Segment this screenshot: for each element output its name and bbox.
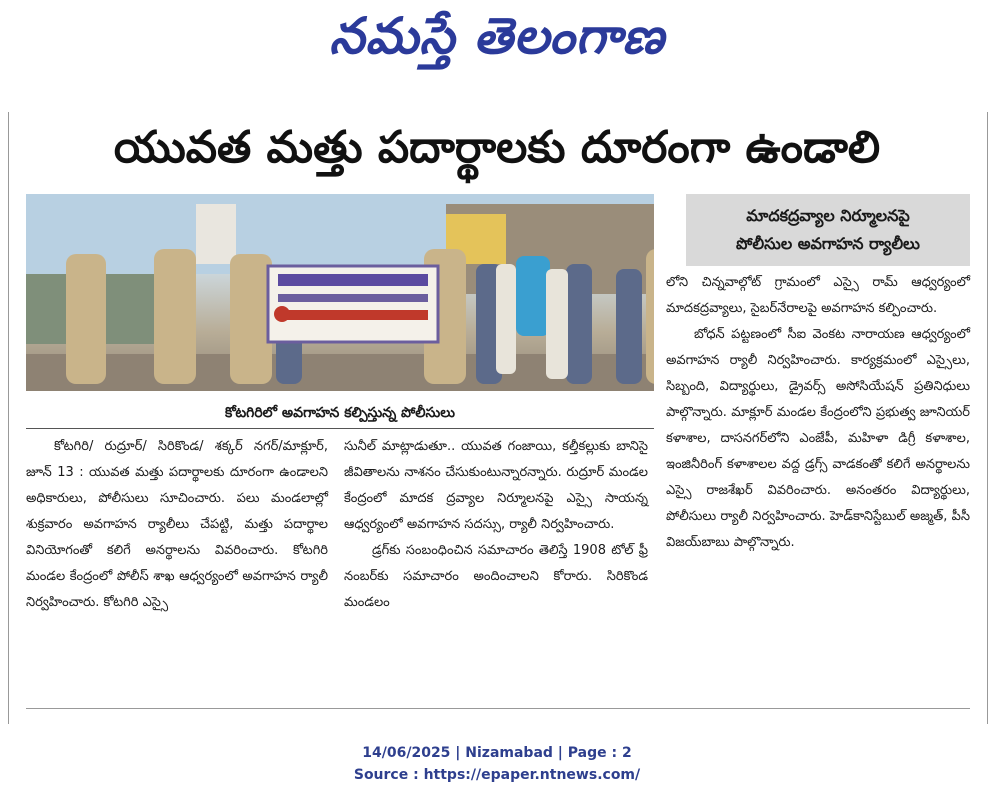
masthead-text: నమస్తే తెలంగాణ xyxy=(329,6,665,65)
sidebar-heading-line1: మాదకద్రవ్యాల నిర్మూలనపై xyxy=(746,206,910,225)
sidebar-heading xyxy=(686,194,970,266)
page-footer xyxy=(0,742,994,786)
photo-illustration xyxy=(26,194,654,391)
article-photo xyxy=(26,194,654,391)
article-column-3 xyxy=(666,270,970,556)
column-3-paragraph-1: లోని చిన్నవాల్గోట్ గ్రామంలో ఎస్సై రామ్ ఆధ్వర్యంలో మాదకద్రవ్యాలు, సైబర్‌నేరాలపై అవగాహన కల్పించారు. xyxy=(666,275,970,316)
footer-date-edition: 14/06/2025 | Nizamabad | Page : 2 xyxy=(362,745,632,761)
bottom-divider xyxy=(26,708,970,709)
article-column-2 xyxy=(344,434,648,616)
article-headline: యువత మత్తు పదార్థాలకు దూరంగా ఉండాలి xyxy=(113,122,881,173)
sidebar-heading-line2: పోలీసుల అవగాహన ర్యాలీలు xyxy=(736,234,920,253)
column-3-paragraph-2: బోధన్ పట్టణంలో సీఐ వెంకట నారాయణ ఆధ్వర్యంలో అవగాహన ర్యాలీ నిర్వహించారు. కార్యక్రమంలో ఎస్సైలు, సిబ్బంది, విద్యార్థులు, డ్రైవర్స్ అసోసియేషన్ ప్రతినిధులు పాల్గొన్నారు. మాక్లూర్ మండల కేంద్రంలోని ప్రభుత్వ జూనియర్ కళాశాల, దాసనగర్‌లోని ఎంజేపీ, మహిళా డిగ్రీ కళాశాల, ఇంజినీరింగ్ కళాశాలల వద్ద డ్రగ్స్ వాడకంతో కలిగే అనర్థాలను ఎస్సై రాజశేఖర్ వివరించారు. అనంతరం విద్యార్థులు, పోలీసులు ర్యాలీ నిర్వహించారు. హెడ్‌కానిస్టేబుల్ అజ్మత్, పీసీ విజయ్‌బాబు పాల్గొన్నారు. xyxy=(666,327,970,550)
column-2-paragraph-1: సునీల్ మాట్లాడుతూ.. యువత గంజాయి, కల్తీకల్లుకు బానిసై జీవితాలను నాశనం చేసుకుంటున్నారన్నారు. రుద్రూర్ మండల కేంద్రంలో మాదక ద్రవ్యాల నిర్మూలనపై ఎస్సై సాయన్న ఆధ్వర్యంలో అవగాహన సదస్సు, ర్యాలీ నిర్వహించారు. xyxy=(344,439,648,532)
masthead-logo xyxy=(0,0,994,80)
column-2-paragraph-2: డ్రగ్‌కు సంబంధించిన సమాచారం తెలిస్తే 1908 టోల్ ఫ్రీ నంబర్‌కు సమాచారం అందించాలని కోరారు. సిరికొండ మండలం xyxy=(344,543,648,610)
photo-caption: కోటగిరిలో అవగాహన కల్పిస్తున్న పోలీసులు xyxy=(26,398,654,429)
article-column-1 xyxy=(26,434,328,616)
footer-source-link[interactable]: Source : https://epaper.ntnews.com/ xyxy=(353,767,641,783)
column-1-paragraph: కోటగిరి/ రుద్రూర్/ సిరికొండ/ శక్కర్ నగర్/మాక్లూర్, జూన్ 13 : యువత మత్తు పదార్థాలకు దూరంగా ఉండాలని అధికారులు, పోలీసులు సూచించారు. పలు మండలాల్లో శుక్రవారం అవగాహన ర్యాలీలు చేపట్టి, మత్తు పదార్థాల వినియోగంతో కలిగే అనర్థాలను వివరించారు. కోటగిరి మండల కేంద్రంలో పోలీస్ శాఖ ఆధ్వర్యంలో అవగాహన ర్యాలీ నిర్వహించారు. కోటగిరి ఎస్సై xyxy=(26,439,328,610)
